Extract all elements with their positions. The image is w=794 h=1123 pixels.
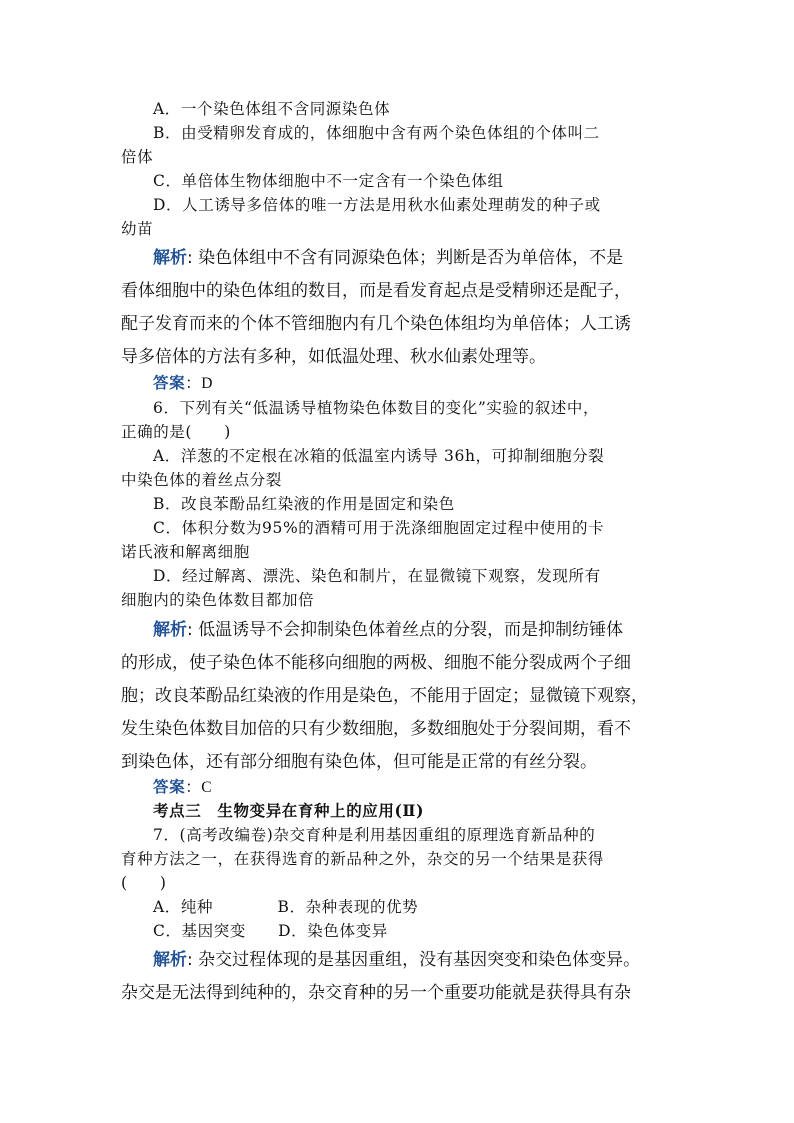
- option-line: A．纯种 B．杂种表现的优势: [153, 898, 419, 916]
- option-line: B．由受精卵发育成的，体细胞中含有两个染色体组的个体叫二: [153, 124, 600, 142]
- option-line-continuation: 中染色体的着丝点分裂: [121, 471, 283, 489]
- option-line: D．经过解离、漂洗、染色和制片，在显微镜下观察，发现所有: [153, 567, 601, 585]
- analysis-line: 看体细胞中的染色体组的数目，而是看发育起点是受精卵还是配子，: [121, 281, 631, 301]
- analysis-line: 发生染色体数目加倍的只有少数细胞，多数细胞处于分裂间期，看不: [121, 719, 631, 739]
- analysis-line: 胞；改良苯酚品红染液的作用是染色，不能用于固定；显微镜下观察，: [121, 686, 648, 706]
- answer-line: [153, 371, 213, 396]
- analysis-line: 杂交是无法得到纯种的，杂交育种的另一个重要功能就是获得具有杂: [121, 983, 631, 1003]
- question-line: 育种方法之一，在获得选育的新品种之外，杂交的另一个结果是获得: [121, 850, 605, 868]
- answer-value: ：D: [185, 375, 214, 392]
- question-line: 6．下列有关“低温诱导植物染色体数目的变化”实验的叙述中，: [153, 399, 600, 417]
- option-line: A．一个染色体组不含同源染色体: [153, 100, 391, 118]
- analysis-line: [153, 243, 623, 273]
- option-line: C．基因突变 D．染色体变异: [153, 922, 388, 940]
- analysis-text: : 染色体组中不含有同源染色体；判断是否为单倍体，不是: [187, 248, 624, 268]
- analysis-text: : 低温诱导不会抑制染色体着丝点的分裂，而是抑制纺锤体: [187, 620, 624, 640]
- question-line: ( ): [121, 874, 167, 892]
- analysis-line: [153, 945, 640, 975]
- analysis-label: 解析: [153, 950, 187, 970]
- analysis-line: 配子发育而来的个体不管细胞内有几个染色体组均为单倍体；人工诱: [121, 314, 631, 334]
- question-line: 正确的是( ): [121, 423, 231, 441]
- analysis-line: 到染色体，还有部分细胞有染色体，但可能是正常的有丝分裂。: [121, 752, 597, 772]
- answer-label: 答案: [153, 374, 186, 392]
- analysis-label: 解析: [153, 620, 187, 640]
- section-heading: 考点三 生物变异在育种上的应用(Ⅱ): [153, 801, 425, 820]
- answer-label: 答案: [153, 778, 186, 796]
- option-line: A．洋葱的不定根在冰箱的低温室内诱导 36h，可抑制细胞分裂: [153, 447, 605, 465]
- analysis-line: 导多倍体的方法有多种，如低温处理、秋水仙素处理等。: [121, 347, 546, 367]
- option-line-continuation: 倍体: [121, 148, 154, 166]
- answer-line: [153, 775, 212, 800]
- option-line: B．改良苯酚品红染液的作用是固定和染色: [153, 495, 455, 513]
- option-line-continuation: 细胞内的染色体数目都加倍: [121, 591, 315, 609]
- option-line-continuation: 诺氏液和解离细胞: [121, 543, 250, 561]
- option-line-continuation: 幼苗: [121, 220, 154, 238]
- answer-value: ：C: [185, 779, 213, 796]
- option-line: C．体积分数为95%的酒精可用于洗涤细胞固定过程中使用的卡: [153, 519, 605, 537]
- analysis-label: 解析: [153, 248, 187, 268]
- option-line: C．单倍体生物体细胞中不一定含有一个染色体组: [153, 172, 504, 190]
- question-line: 7．(高考改编卷)杂交育种是利用基因重组的原理选育新品种的: [153, 826, 596, 844]
- option-line: D．人工诱导多倍体的唯一方法是用秋水仙素处理萌发的种子或: [153, 196, 601, 214]
- analysis-line: [153, 615, 623, 645]
- analysis-text: : 杂交过程体现的是基因重组，没有基因突变和染色体变异。: [187, 950, 641, 970]
- analysis-line: 的形成，使子染色体不能移向细胞的两极、细胞不能分裂成两个子细: [121, 653, 631, 673]
